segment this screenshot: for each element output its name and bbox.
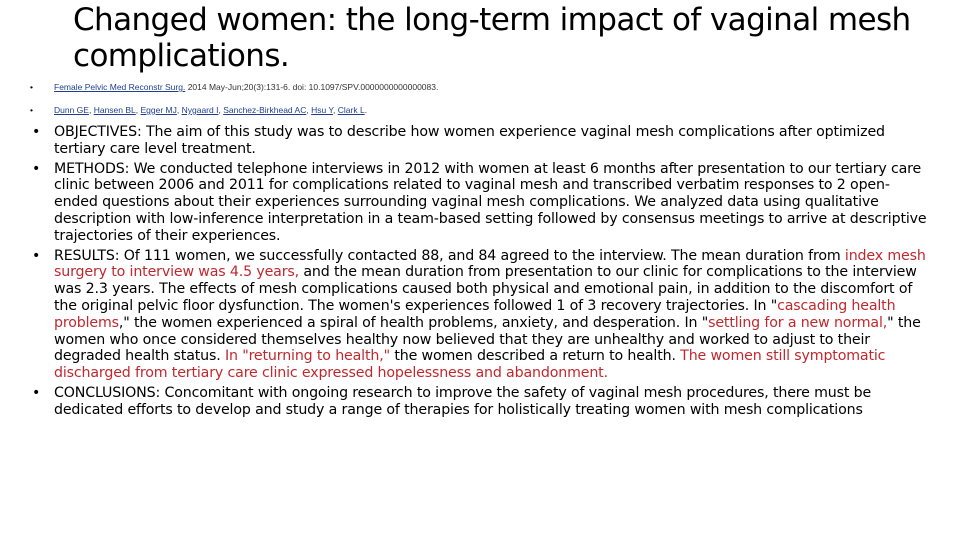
highlighted-text: index mesh surgery to interview was 4.5 years, xyxy=(54,247,926,281)
section-text: the women described a return to health. xyxy=(389,348,681,365)
section-text: ," the women experienced a spiral of health problems, anxiety, and desperation. In " xyxy=(118,314,709,331)
section-text: : Concomitant with ongoing research to improve the safety of vaginal mesh procedures, there must be dedicated efforts to develop and study a range of therapies for holistically treating women with mesh complications xyxy=(54,384,872,418)
bullet: • xyxy=(32,124,41,140)
author-link[interactable]: Dunn GE xyxy=(54,105,89,115)
citation-details: 2014 May-Jun;20(3):131-6. doi: 10.1097/SPV.0000000000000083. xyxy=(187,82,439,92)
results-item xyxy=(30,248,930,382)
bullet: • xyxy=(30,82,33,92)
bullet: • xyxy=(32,384,41,401)
highlighted-text: In "returning to health," xyxy=(224,348,390,365)
author-separator: , xyxy=(135,105,141,115)
section-text: : Of 111 women, we successfully contacted 88, and 84 agreed to the interview. The mean duration from xyxy=(114,247,845,264)
abstract-list xyxy=(30,124,930,422)
bullet: • xyxy=(30,105,33,115)
author-separator: , xyxy=(333,105,338,115)
section-text: : We conducted telephone interviews in 2012 with women at least 6 months after presentation to our tertiary care clinic between 2006 and 2011 for complications related to vaginal mesh and transcribed verbatim responses to 2 open-ended questions about their experiences surrounding vaginal mesh complications. We analyzed data using qualitative description with low-inference interpretation in a team-based setting followed by consensus meetings to arrive at descriptive trajectories of their experiences. xyxy=(54,160,927,244)
highlighted-text: The women still symptomatic discharged from tertiary care clinic expressed hopelessness and abandonment. xyxy=(54,348,886,382)
author-separator: , xyxy=(218,105,224,115)
highlighted-text: cascading health problems xyxy=(54,297,896,331)
section-text: " the women who once considered themselves healthy now believed that they are unhealthy and worked to adjust to their degraded health status. xyxy=(54,314,921,365)
author-link[interactable]: Hsu Y xyxy=(311,105,334,115)
methods-item xyxy=(30,161,930,245)
author-separator: . xyxy=(364,105,368,115)
authors-line xyxy=(30,104,367,116)
article-title: Changed women: the long-term impact of vaginal mesh complications. xyxy=(73,2,911,74)
section-text: : The aim of this study was to describe how women experience vaginal mesh complications after optimized tertiary care level treatment. xyxy=(54,124,885,157)
author-separator: , xyxy=(306,105,312,115)
author-link[interactable]: Nygaard I xyxy=(181,105,219,115)
section-label: OBJECTIVES xyxy=(54,124,137,140)
highlighted-text: settling for a new normal, xyxy=(708,314,888,331)
author-link[interactable]: Egger MJ xyxy=(140,105,177,115)
section-label: CONCLUSIONS xyxy=(54,384,156,401)
section-text: and the mean duration from presentation to our clinic for complications to the interview was 2.3 years. The effects of mesh complications caused both physical and emotional pain, in addition to the discomfort of the original pelvic floor dysfunction. The women's experiences followed 1 of 3 recovery trajectories. In " xyxy=(54,264,917,314)
journal-link[interactable]: Female Pelvic Med Reconstr Surg. xyxy=(54,82,186,92)
author-link[interactable]: Sanchez-Birkhead AC xyxy=(223,105,307,115)
section-label: RESULTS xyxy=(54,247,115,264)
section-label: METHODS xyxy=(54,160,125,177)
bullet: • xyxy=(32,160,41,177)
bullet: • xyxy=(32,247,41,264)
author-separator: , xyxy=(176,105,182,115)
author-link[interactable]: Hansen BL xyxy=(93,105,136,115)
objectives-item xyxy=(30,124,930,158)
author-separator: , xyxy=(88,105,94,115)
citation-line xyxy=(30,81,438,93)
author-link[interactable]: Clark L xyxy=(337,105,365,115)
conclusions-item xyxy=(30,385,930,419)
